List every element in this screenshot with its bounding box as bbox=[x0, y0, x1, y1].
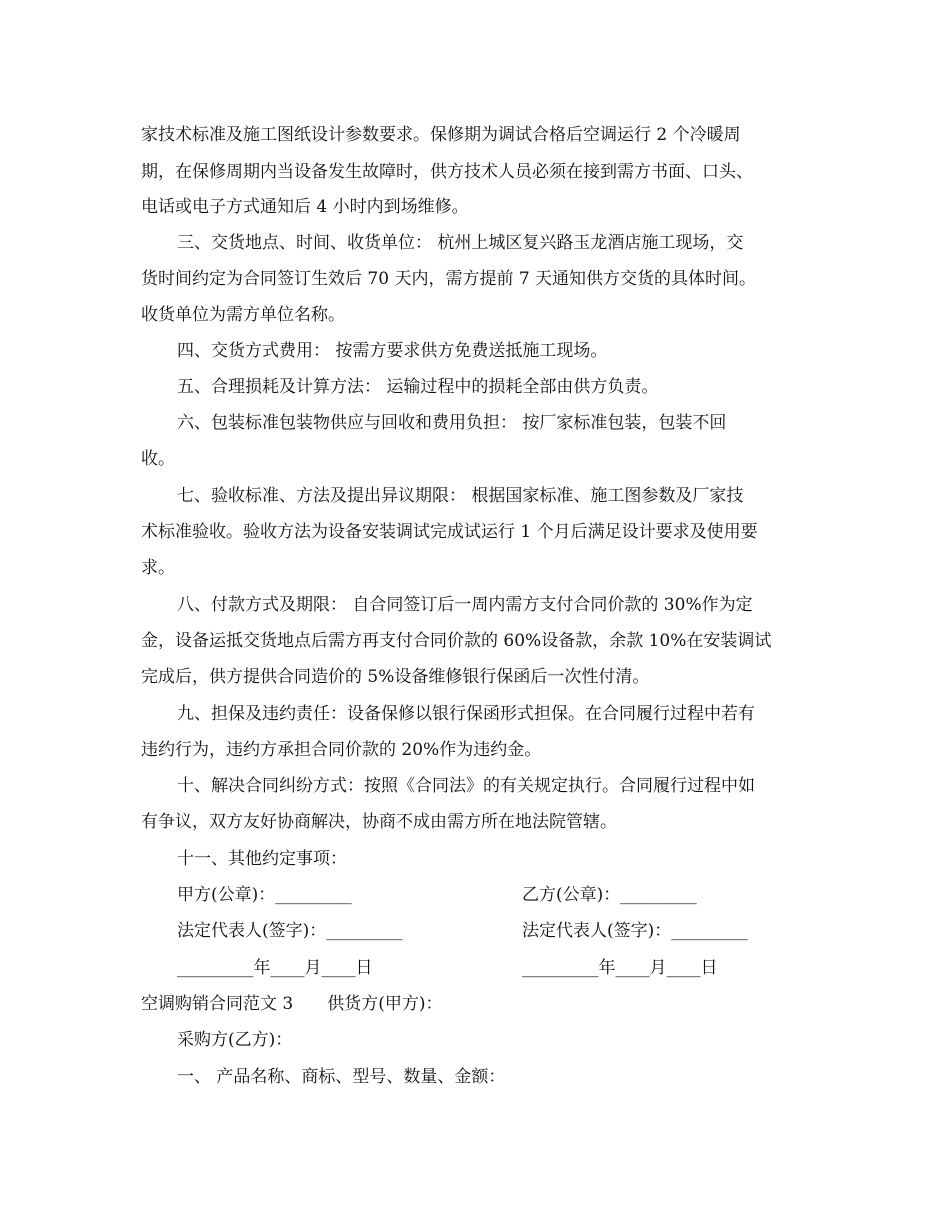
body-line: 求。 bbox=[141, 558, 175, 578]
party-b-date: _________年____月____日 bbox=[522, 958, 718, 978]
clause-10-line: 十、解决合同纠纷方式：按照《合同法》的有关规定执行。合同履行过程中如 bbox=[177, 776, 755, 796]
clause-4-line: 四、交货方式费用： 按需方要求供方免费送抵施工现场。 bbox=[177, 341, 608, 361]
body-line: 收。 bbox=[141, 449, 175, 469]
section-heading-line: 空调购销合同范文 3 供货方(甲方)： bbox=[141, 994, 443, 1014]
clause-6-line: 六、包装标准包装物供应与回收和费用负担： 按厂家标准包装，包装不回 bbox=[177, 413, 727, 433]
clause-1-line: 一、 产品名称、商标、型号、数量、金额： bbox=[177, 1067, 506, 1087]
buyer-line: 采购方(乙方)： bbox=[177, 1030, 293, 1050]
party-a-seal: 甲方(公章)：_________ bbox=[177, 885, 352, 905]
clause-9-line: 九、担保及违约责任：设备保修以银行保函形式担保。在合同履行过程中若有 bbox=[177, 704, 755, 724]
party-b-representative: 法定代表人(签字)：_________ bbox=[522, 921, 748, 941]
body-line: 金，设备运抵交货地点后需方再支付合同价款的 60%设备款，余款 10%在安装调试 bbox=[141, 631, 772, 651]
body-line: 货时间约定为合同签订生效后 70 天内，需方提前 7 天通知供方交货的具体时间。 bbox=[141, 269, 757, 289]
body-line: 收货单位为需方单位名称。 bbox=[141, 305, 345, 325]
clause-5-line: 五、合理损耗及计算方法： 运输过程中的损耗全部由供方负责。 bbox=[177, 377, 659, 397]
clause-3-line: 三、交货地点、时间、收货单位： 杭州上城区复兴路玉龙酒店施工现场，交 bbox=[177, 233, 744, 253]
clause-8-line: 八、付款方式及期限： 自合同签订后一周内需方支付合同价款的 30%作为定 bbox=[177, 595, 753, 615]
party-a-representative: 法定代表人(签字)：_________ bbox=[177, 921, 403, 941]
body-line: 家技术标准及施工图纸设计参数要求。保修期为调试合格后空调运行 2 个冷暖周 bbox=[141, 125, 741, 145]
party-b-seal: 乙方(公章)：_________ bbox=[522, 885, 697, 905]
body-line: 电话或电子方式通知后 4 小时内到场维修。 bbox=[141, 197, 469, 217]
body-line: 期，在保修周期内当设备发生故障时，供方技术人员必须在接到需方书面、口头、 bbox=[141, 162, 753, 182]
body-line: 术标准验收。验收方法为设备安装调试完成试运行 1 个月后满足设计要求及使用要 bbox=[141, 522, 758, 542]
party-a-date: _________年____月____日 bbox=[177, 958, 373, 978]
body-line: 完成后，供方提供合同造价的 5%设备维修银行保函后一次性付清。 bbox=[141, 667, 650, 687]
clause-7-line: 七、验收标准、方法及提出异议期限： 根据国家标准、施工图参数及厂家技 bbox=[177, 486, 744, 506]
body-line: 违约行为，违约方承担合同价款的 20%作为违约金。 bbox=[141, 740, 542, 760]
clause-11-line: 十一、其他约定事项： bbox=[177, 849, 347, 869]
body-line: 有争议，双方友好协商解决，协商不成由需方所在地法院管辖。 bbox=[141, 812, 617, 832]
